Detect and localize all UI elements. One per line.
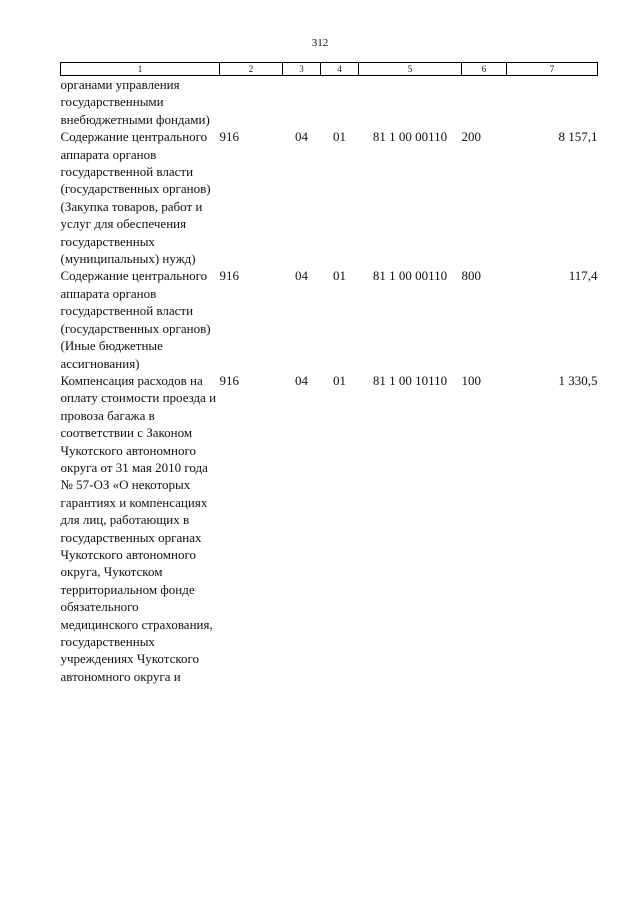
cell-sum: 117,4 [568, 268, 598, 284]
cell-vr: 800 [461, 268, 481, 284]
header-cell-pr: 4 [321, 63, 359, 76]
cell-grbs: 916 [219, 372, 239, 388]
cell-name: органами управления государственными внебюджетными фондами) [60, 77, 210, 127]
table-body [61, 76, 598, 686]
table-row [61, 372, 598, 685]
budget-table [60, 62, 598, 685]
cell-rz: 04 [295, 268, 308, 284]
header-cell-grbs: 2 [220, 63, 283, 76]
cell-sum: 1 330,5 [558, 372, 598, 388]
cell-pr: 01 [333, 372, 346, 388]
cell-vr: 100 [461, 372, 481, 388]
cell-rz: 04 [295, 129, 308, 145]
cell-grbs [220, 76, 283, 129]
header-cell-csr: 5 [359, 63, 462, 76]
cell-csr [359, 76, 462, 129]
cell-name: Содержание центрального аппарата органов государственной власти (государственных органов) (Закупка товаров, работ и услуг для обеспечения государственных (муниципальных) нужд) [60, 129, 211, 267]
cell-name: Компенсация расходов на оплату стоимости проезда и провоза багажа в соответствии с Законом Чукотского автономного округа от 31 мая 2010 года № 57-ОЗ «О некоторых гарантиях и компенсациях для лиц, работающих в государственных органах Чукотского автономного округа, Чукотском территориальном фонде обязательного медицинского страхования, государственных учреждениях Чукотского автономного округа и [60, 372, 217, 684]
table-row [61, 76, 598, 129]
header-cell-vr: 6 [462, 63, 507, 76]
table-row [61, 267, 598, 371]
cell-grbs: 916 [219, 268, 239, 284]
page-number: 312 [311, 37, 329, 49]
cell-csr: 81 1 00 10110 [372, 372, 448, 388]
cell-pr: 01 [333, 268, 346, 284]
table-row [61, 128, 598, 267]
cell-grbs: 916 [219, 129, 239, 145]
table-header [61, 63, 598, 76]
header-cell-sum: 7 [507, 63, 598, 76]
cell-csr: 81 1 00 00110 [372, 268, 448, 284]
header-cell-rz: 3 [283, 63, 321, 76]
header-cell-name: 1 [61, 63, 220, 76]
cell-sum [507, 76, 598, 129]
cell-vr: 200 [461, 129, 481, 145]
cell-name: Содержание центрального аппарата органов государственной власти (государственных органов) (Иные бюджетные ассигнования) [60, 268, 211, 371]
cell-sum: 8 157,1 [558, 129, 598, 145]
cell-vr [462, 76, 507, 129]
cell-rz: 04 [295, 372, 308, 388]
header-row [61, 63, 598, 76]
cell-pr: 01 [333, 129, 346, 145]
cell-csr: 81 1 00 00110 [372, 129, 448, 145]
cell-pr [321, 76, 359, 129]
cell-rz [283, 76, 321, 129]
